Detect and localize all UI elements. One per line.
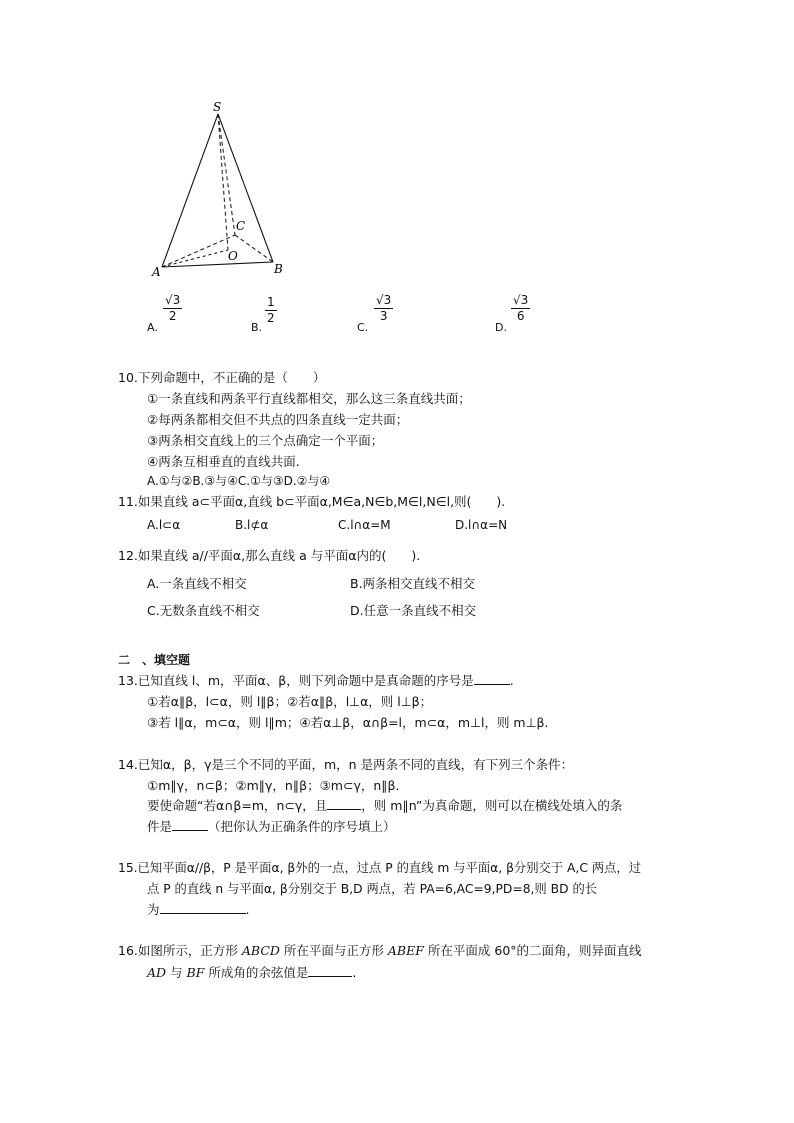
label-s: S — [213, 100, 222, 114]
q16-text-3: 所在平面成 60°的二面角，则异面直线 — [427, 943, 642, 958]
q16-line-2 — [147, 963, 356, 981]
q10-stem: 10.下列命题中，不正确的是（ ） — [118, 370, 326, 385]
label-o: O — [228, 249, 238, 263]
q16-text-2: 所在平面与正方形 — [283, 943, 384, 958]
q9-option-c-fraction — [374, 293, 393, 324]
section-heading: 二 、填空题 — [118, 653, 191, 667]
q9-option-c-letter: C. — [357, 321, 369, 334]
q16-text-5: 所成角的余弦值是 — [208, 965, 309, 980]
q16-line-1 — [118, 941, 642, 959]
q9-option-d-den: 6 — [516, 309, 525, 323]
q14-line-4-text-b: （把你认为正确条件的序号填上） — [208, 819, 396, 834]
q15-line-3-text-a: 为 — [147, 902, 160, 917]
q12-option-d: D.任意一条直线不相交 — [350, 603, 477, 618]
q15-line-3-text-b: . — [245, 902, 250, 917]
q16-line-ad: AD — [147, 965, 167, 980]
q14-line-4 — [147, 817, 396, 835]
q16-square-abcd: ABCD — [241, 943, 280, 958]
label-b: B — [274, 262, 283, 276]
q15-line-2: 点 P 的直线 n 与平面α, β分别交于 B,D 两点，若 PA=6,AC=9,PD=8,则 BD 的长 — [147, 882, 598, 896]
q14-line-1: 14.已知α，β，γ是三个不同的平面，m，n 是两条不同的直线，有下列三个条件： — [118, 757, 574, 772]
q13-line-1 — [118, 671, 514, 689]
q9-option-d-fraction — [511, 293, 530, 324]
q14-line-3 — [147, 796, 622, 814]
q16-text-end: . — [352, 965, 357, 980]
q13-blank[interactable] — [474, 684, 510, 685]
q12-option-c: C.无数条直线不相交 — [147, 603, 260, 618]
q14-line-4-text-a: 件是 — [147, 819, 173, 834]
q14-line-3-text-b: ，则 m∥n”为真命题，则可以在横线处填入的条 — [361, 798, 623, 813]
label-a: A — [152, 265, 161, 279]
q14-blank-1[interactable] — [327, 809, 361, 810]
q9-option-a-letter: A. — [147, 321, 158, 334]
q9-option-b-letter: B. — [251, 321, 263, 334]
q12-stem: 12.如果直线 a//平面α,那么直线 a 与平面α内的( ). — [118, 548, 421, 563]
q9-option-c-den: 3 — [379, 309, 388, 323]
q16-text-1: 16.如图所示，正方形 — [118, 943, 238, 958]
q9-option-b-fraction — [265, 295, 277, 326]
q13-line-2: ①若α∥β，l⊂α，则 l∥β；②若α∥β，l⊥α，则 l⊥β； — [147, 694, 433, 709]
q10-item-2: ②每两条都相交但不共点的四条直线一定共面； — [147, 412, 409, 427]
q11-option-d: D.l∩α=N — [455, 518, 508, 532]
q9-option-a-den: 2 — [168, 309, 177, 323]
q11-option-a: A.l⊂α — [147, 518, 181, 532]
q9-option-d-letter: D. — [495, 321, 507, 334]
q10-item-4: ④两条互相垂直的直线共面. — [147, 454, 300, 469]
q15-blank[interactable] — [160, 913, 246, 914]
q10-item-3: ③两条相交直线上的三个点确定一个平面； — [147, 433, 384, 448]
label-c: C — [236, 219, 246, 233]
q9-option-c-num: √3 — [376, 293, 392, 307]
q11-option-b: B.l⊄α — [235, 518, 269, 532]
q9-option-d-num: √3 — [513, 293, 529, 307]
q14-line-2: ①m∥γ，n⊂β；②m∥γ，n∥β；③m⊂γ，n∥β. — [147, 778, 400, 793]
q9-option-b-den: 2 — [267, 311, 275, 325]
q12-option-b: B.两条相交直线不相交 — [350, 576, 476, 591]
q13-line-3: ③若 l∥α，m⊂α，则 l∥m；④若α⊥β，α∩β=l，m⊂α，m⊥l，则 m⊥β. — [147, 715, 549, 730]
q12-option-a: A.一条直线不相交 — [147, 576, 247, 591]
q13-line-1-text: 13.已知直线 l、m，平面α、β，则下列命题中是真命题的序号是 — [118, 673, 474, 688]
q11-stem: 11.如果直线 a⊂平面α,直线 b⊂平面α,M∈a,N∈b,M∈l,N∈l,则( ). — [118, 494, 506, 509]
q16-text-4: 与 — [170, 965, 183, 980]
q15-line-3 — [147, 900, 250, 918]
q10-options: A.①与②B.③与④C.①与③D.②与④ — [147, 474, 331, 488]
pyramid-figure — [140, 95, 300, 285]
q14-blank-2[interactable] — [172, 830, 208, 831]
q11-option-c: C.l∩α=M — [338, 518, 391, 532]
q10-item-1: ①一条直线和两条平行直线都相交，那么这三条直线共面； — [147, 391, 471, 406]
q15-line-1: 15.已知平面α//β，P 是平面α, β外的一点，过点 P 的直线 m 与平面α, β分别交于 A,C 两点，过 — [118, 861, 642, 875]
q14-line-3-text-a: 要使命题“若α∩β=m，n⊂γ，且 — [147, 798, 328, 813]
q9-option-a-fraction — [163, 293, 182, 324]
q16-line-bf: BF — [186, 965, 205, 980]
q13-line-1-end: . — [509, 673, 514, 688]
q16-blank[interactable] — [308, 976, 352, 977]
q9-option-b-num: 1 — [267, 295, 275, 309]
q9-option-a-num: √3 — [165, 293, 181, 307]
q16-square-abef: ABEF — [387, 943, 424, 958]
